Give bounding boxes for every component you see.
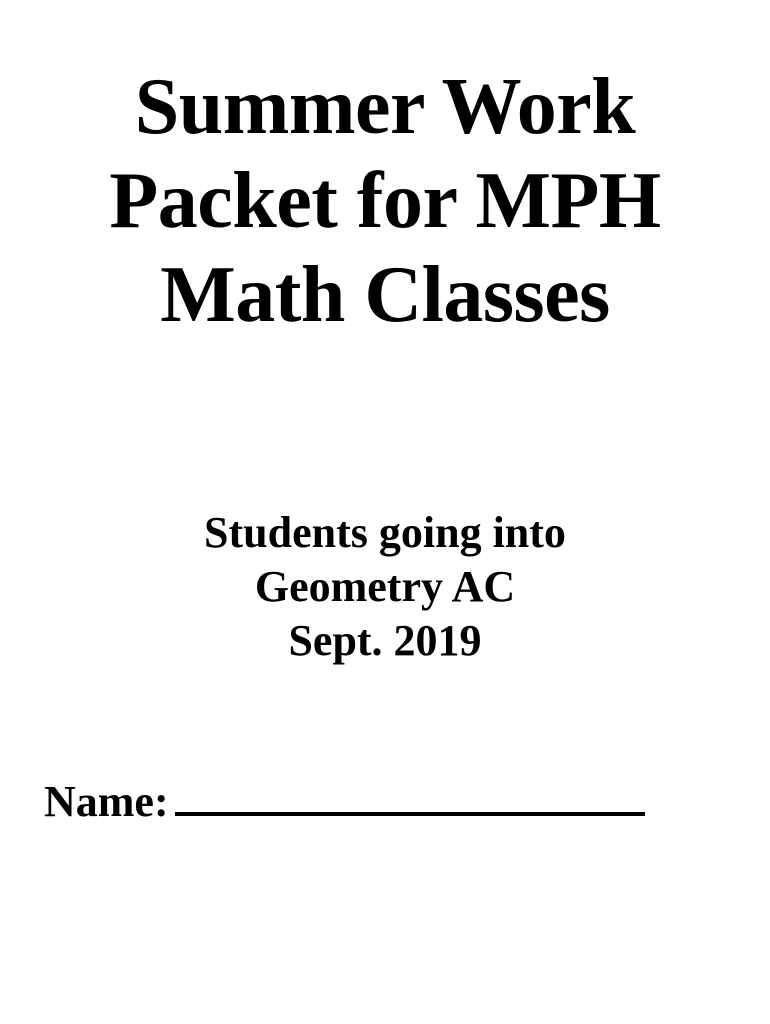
- title-line-3: Math Classes: [160, 251, 610, 339]
- packet-subtitle: [0, 506, 770, 668]
- name-field-row: [44, 772, 645, 829]
- subtitle-course: Geometry AC: [254, 562, 516, 611]
- title-line-1: Summer Work: [134, 63, 636, 151]
- name-label: Name:: [44, 777, 169, 826]
- name-blank-line[interactable]: [175, 772, 645, 816]
- subtitle-audience: Students going into: [204, 508, 566, 557]
- packet-title: [0, 60, 770, 342]
- title-line-2: Packet for MPH: [109, 157, 661, 245]
- subtitle-date: Sept. 2019: [288, 616, 482, 665]
